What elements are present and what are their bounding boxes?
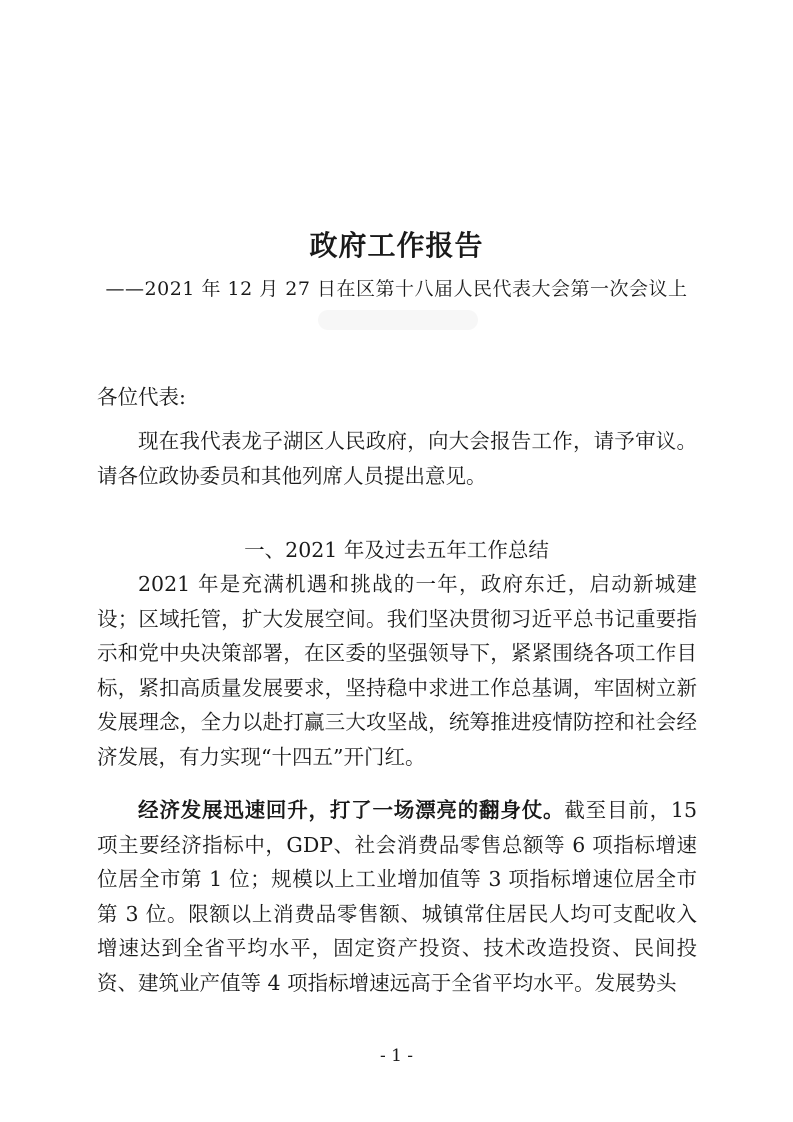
faint-stamp-mark	[318, 310, 478, 330]
paragraph-summary: 2021 年是充满机遇和挑战的一年，政府东迁，启动新城建设；区域托管，扩大发展空间。我们坚决贯彻习近平总书记重要指示和党中央决策部署，在区委的坚强领导下，紧紧围绕各项工作目标，紧扣高质量发展要求，坚持稳中求进工作总基调，牢固树立新发展理念，全力以赴打赢三大攻坚战，统筹推进疫情防控和社会经济发展，有力实现“十四五”开门红。	[97, 572, 697, 769]
paragraph-lead-bold: 经济发展迅速回升，打了一场漂亮的翻身仗。	[138, 798, 565, 822]
section-heading: 一、2021 年及过去五年工作总结	[244, 538, 549, 562]
paragraph-economy	[97, 793, 697, 1000]
greeting: 各位代表:	[97, 385, 186, 409]
page-number: - 1 -	[379, 1046, 414, 1066]
document-subtitle: ——2021 年 12 月 27 日在区第十八届人民代表大会第一次会议上	[105, 278, 688, 300]
paragraph-economy-text: 截至目前，15 项主要经济指标中，GDP、社会消费品零售总额等 6 项指标增速位居全市第 1 位；规模以上工业增加值等 3 项指标增速位居全市第 3 位。限额以上消费品零售额、城镇常住居民人均可支配收入增速达到全省平均水平，固定资产投资、技术改造投资、民间投资、建筑业产值等 4 项指标增速远高于全省平均水平。发展势头	[97, 798, 697, 995]
document-title: 政府工作报告	[309, 229, 484, 262]
paragraph-intro: 现在我代表龙子湖区人民政府，向大会报告工作，请予审议。请各位政协委员和其他列席人员提出意见。	[97, 429, 697, 488]
